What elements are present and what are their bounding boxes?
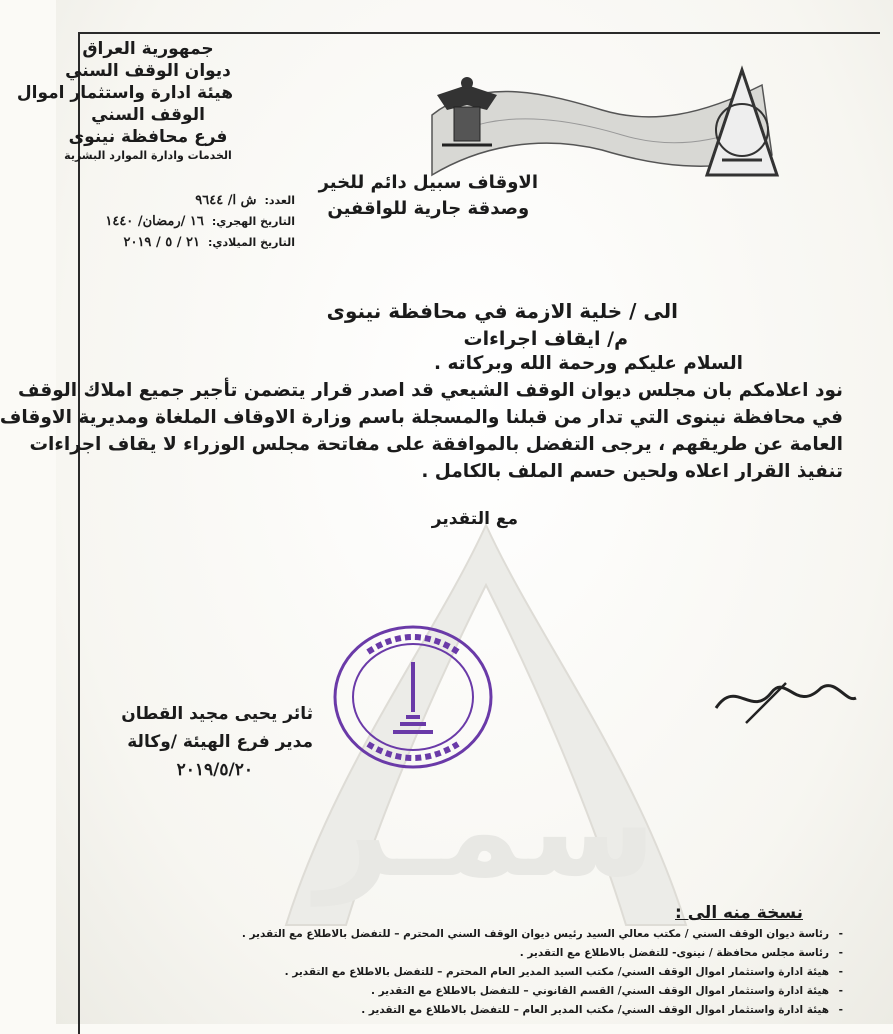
motto-line: وصدقة جارية للواقفين <box>327 198 530 219</box>
official-stamp <box>328 622 498 772</box>
copies-title: نسخة منه الى : <box>675 903 803 923</box>
sender-line: هيئة ادارة واستثمار اموال <box>16 83 233 103</box>
closing: مع التقدير <box>431 509 518 529</box>
sender-line: فرع محافظة نينوى <box>68 127 228 147</box>
svg-text:سمـر: سمـر <box>315 754 657 906</box>
letter-body <box>0 350 843 485</box>
body-line: في محافظة نينوى التي تدار من قبلنا والمسجلة باسم وزارة الاوقاف الملغاة ومديرية الاوقاف <box>0 407 843 428</box>
copy-item: - هيئة ادارة واستثمار اموال الوقف السني/ القسم القانوني – للتفضل بالاطلاع مع التقدير . <box>83 982 843 1001</box>
copies-list <box>83 925 843 1020</box>
sender-line: ديوان الوقف السني <box>65 61 231 81</box>
copy-item: - رئاسة مجلس محافظة / نينوى- للتفضل بالاطلاع مع التقدير . <box>83 944 843 963</box>
copies-section <box>83 903 843 1020</box>
sender-dept: الخدمات وادارة الموارد البشرية <box>64 149 232 162</box>
signer-date: ٢٠١٩/٥/٢٠ <box>176 760 253 780</box>
sender-line: الوقف السني <box>91 105 205 125</box>
body-line: العامة عن طريقهم ، يرجى التفضل بالموافقة على مفاتحة مجلس الوزراء لا يقاف اجراءات <box>29 434 843 455</box>
signer-title: مدير فرع الهيئة /وكالة <box>127 732 313 752</box>
handwritten-signature <box>656 668 876 738</box>
samarra-triangle-icon <box>707 70 777 175</box>
sender-block <box>16 38 233 164</box>
motto <box>319 170 538 222</box>
copy-item: - هيئة ادارة واستثمار اموال الوقف السني/ مكتب المدير العام – للتفضل بالاطلاع مع التقدير . <box>83 1001 843 1020</box>
body-line: تنفيذ القرار اعلاه ولحين حسم الملف بالكامل . <box>421 461 843 482</box>
subject: م/ ايقاف اجراءات <box>463 328 628 350</box>
meta-hijri-date: التاريخ الهجري:١٦ /رمضان/ ١٤٤٠ <box>105 214 295 229</box>
header-logo <box>402 55 792 185</box>
document-meta <box>65 190 295 253</box>
meta-number: العدد:ش ا/ ٩٦٤٤ <box>195 193 295 208</box>
meta-gregorian-date: التاريخ الميلادي:٢١ / ٥ / ٢٠١٩ <box>123 235 295 250</box>
sender-line: جمهورية العراق <box>82 39 214 59</box>
signer-block <box>63 700 313 784</box>
copy-item: - رئاسة ديوان الوقف السني / مكتب معالي السيد رئيس ديوان الوقف السني المحترم – للتفضل بالاطلاع مع التقدير . <box>83 925 843 944</box>
body-line: نود اعلامكم بان مجلس ديوان الوقف الشيعي قد اصدر قرار يتضمن تأجير جميع املاك الوقف <box>18 380 843 401</box>
motto-line: الاوقاف سبيل دائم للخير <box>318 172 538 193</box>
signer-name: ثائر يحيى مجيد القطان <box>121 704 313 724</box>
copy-item: - هيئة ادارة واستثمار اموال الوقف السني/ مكتب السيد المدير العام المحترم – للتفضل بالاطلاع مع التقدير . <box>83 963 843 982</box>
greeting: السلام عليكم ورحمة الله وبركاته . <box>434 353 743 374</box>
recipient: الى / خلية الازمة في محافظة نينوى <box>326 299 678 323</box>
